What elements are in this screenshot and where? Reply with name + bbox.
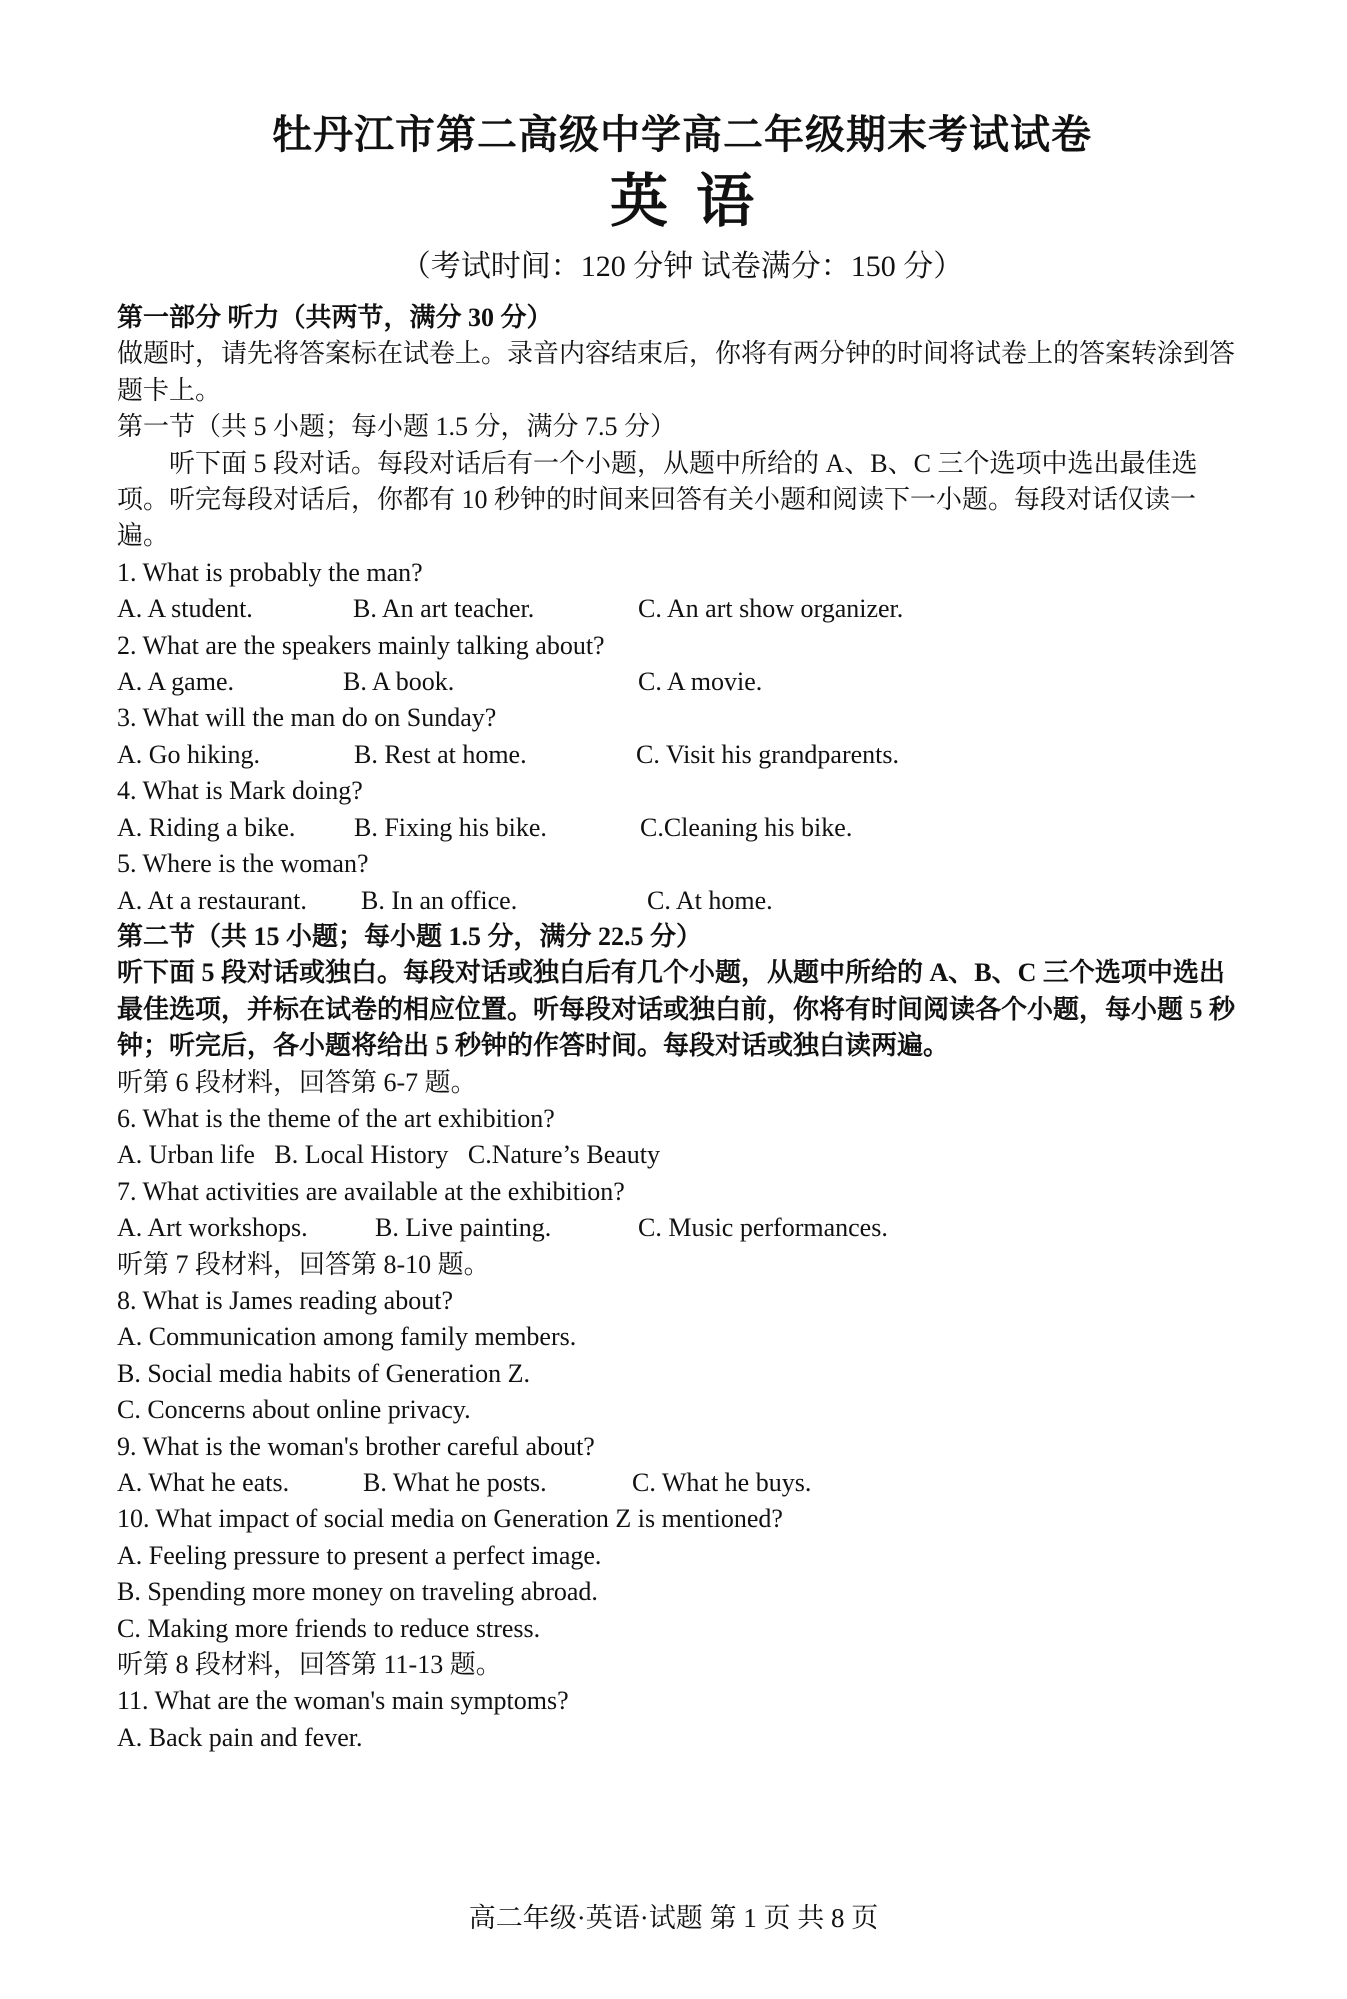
question-text: 3. What will the man do on Sunday? [117,703,497,733]
question-block-2 [117,628,1247,701]
subject-title: 英语 [609,169,782,234]
option-row [117,1210,1247,1246]
question-block-10 [117,1501,1247,1647]
section1-heading: 第一节（共 5 小题；每小题 1.5 分，满分 7.5 分） [117,412,677,442]
option-row: A. Urban life B. Local History C.Nature’s Beauty [117,1140,660,1170]
part1-heading: 第一部分 听力（共两节，满分 30 分） [117,303,553,332]
question-text: 1. What is probably the man? [117,557,423,587]
option-a: A. What he eats. [117,1468,290,1497]
option-b: B. An art teacher. [353,594,535,624]
option-row [117,664,1247,700]
option-a: A. A game. [117,667,234,697]
option-b: B. In an office. [361,885,518,915]
option-b: B. Social media habits of Generation Z. [117,1358,531,1388]
question-block-8 [117,1283,1247,1429]
question-block-7 [117,1174,1247,1247]
question-text: 4. What is Mark doing? [117,776,363,806]
question-text: 11. What are the woman's main symptoms? [117,1686,569,1716]
option-b: B. Spending more money on traveling abroad. [117,1577,598,1607]
option-a: A. Feeling pressure to present a perfect image. [117,1540,602,1570]
option-a: A. At a restaurant. [117,885,307,915]
option-c: C. Making more friends to reduce stress. [117,1613,541,1643]
question-block-1 [117,555,1247,628]
option-c: C. Visit his grandparents. [636,739,899,769]
option-a: A. Go hiking. [117,739,260,769]
option-row [117,810,1247,846]
option-row [117,883,1247,919]
option-a: A. Art workshops. [117,1213,308,1243]
question-block-4 [117,773,1247,846]
material-8-label: 听第 8 段材料，回答第 11-13 题。 [117,1650,502,1680]
question-text: 5. Where is the woman? [117,849,369,879]
option-c: C. At home. [647,885,773,915]
option-row [117,737,1247,773]
page-footer: 高二年级·英语·试题 第 1 页 共 8 页 [468,1903,879,1933]
material-6-label: 听第 6 段材料，回答第 6-7 题。 [117,1067,477,1097]
section2-heading: 第二节（共 15 小题；每小题 1.5 分，满分 22.5 分） [117,921,703,951]
option-b: B. Live painting. [375,1213,552,1243]
option-c: C. What he buys. [632,1468,812,1497]
question-text: 6. What is the theme of the art exhibition? [117,1103,555,1133]
question-text: 8. What is James reading about? [117,1285,453,1315]
option-c: C.Cleaning his bike. [640,812,853,842]
option-c: C. An art show organizer. [638,594,904,624]
option-a: A. Back pain and fever. [117,1722,363,1752]
part1-instruction: 做题时，请先将答案标在试卷上。录音内容结束后，你将有两分钟的时间将试卷上的答案转涂到答题卡上。 [117,339,1236,405]
question-block-6 [117,1101,1247,1174]
option-a: A. Riding a bike. [117,812,296,842]
question-text: 2. What are the speakers mainly talking about? [117,630,605,660]
option-b: B. Rest at home. [354,739,527,769]
material-7-label: 听第 7 段材料，回答第 8-10 题。 [117,1249,490,1279]
option-c: C. A movie. [638,667,763,697]
option-b: B. Fixing his bike. [354,812,547,842]
exam-info: （考试时间：120 分钟 试卷满分：150 分） [400,250,964,283]
option-row [117,1465,1247,1501]
question-block-9 [117,1429,1247,1502]
question-text: 9. What is the woman's brother careful about? [117,1431,595,1461]
question-block-3 [117,700,1247,773]
option-c: C. Concerns about online privacy. [117,1395,471,1425]
option-a: A. Communication among family members. [117,1322,577,1352]
option-c: C. Music performances. [638,1213,888,1243]
question-block-5 [117,846,1247,919]
option-row [117,591,1247,627]
section2-instruction: 听下面 5 段对话或独白。每段对话或独白后有几个小题，从题中所给的 A、B、C 三个选项中选出最佳选项，并标在试卷的相应位置。听每段对话或独白前，你将有时间阅读各个小题，每小题 5 秒钟；听完后，各小题将给出 5 秒钟的作答时间。每段对话或独白读两遍。 [117,958,1236,1061]
option-b: B. A book. [343,667,455,697]
option-a: A. A student. [117,594,253,624]
section1-instruction: 听下面 5 段对话。每段对话后有一个小题，从题中所给的 A、B、C 三个选项中选出最佳选项。听完每段对话后，你都有 10 秒钟的时间来回答有关小题和阅读下一小题。每段对话仅读一遍。 [117,448,1198,551]
question-text: 7. What activities are available at the exhibition? [117,1176,625,1206]
question-block-11 [117,1683,1247,1756]
school-title: 牡丹江市第二高级中学高二年级期末考试试卷 [272,112,1092,157]
option-b: B. What he posts. [363,1468,547,1497]
question-text: 10. What impact of social media on Generation Z is mentioned? [117,1504,783,1534]
